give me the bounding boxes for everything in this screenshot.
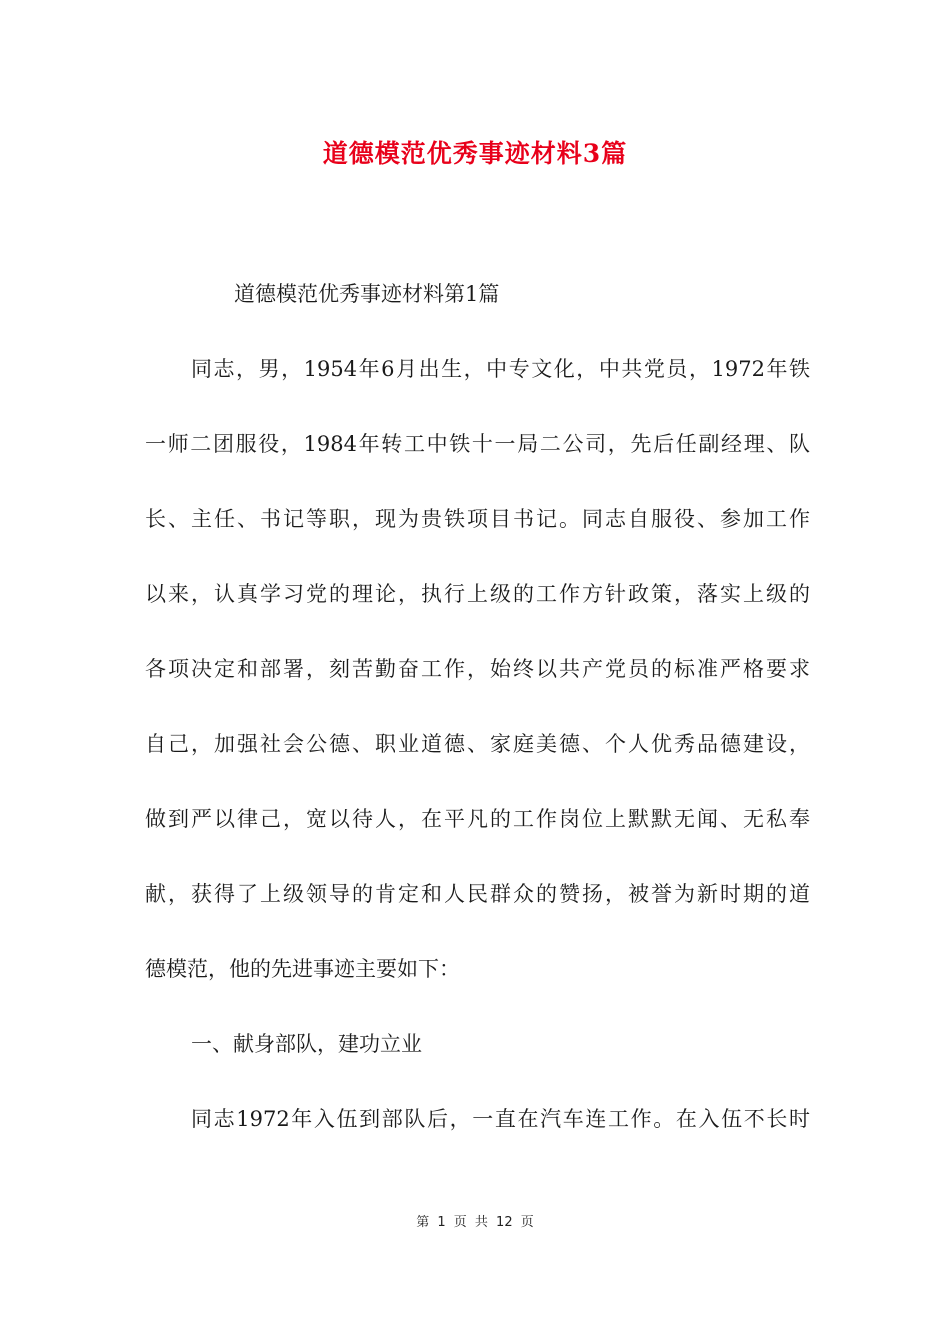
- paragraph-line: 长、主任、书记等职，现为贵铁项目书记。同志自服役、参加工作: [145, 507, 810, 531]
- paragraph-line: 以来，认真学习党的理论，执行上级的工作方针政策，落实上级的: [145, 582, 810, 606]
- paragraph-line: 德模范，他的先进事迹主要如下：: [145, 957, 460, 981]
- paragraph-line: 同志，男，1954年6月出生，中专文化，中共党员，1972年铁: [191, 357, 810, 381]
- page-footer: 第 1 页 共 12 页: [416, 1215, 534, 1230]
- paragraph-line: 一师二团服役，1984年转工中铁十一局二公司，先后任副经理、队: [145, 432, 810, 456]
- paragraph-line: 同志1972年入伍到部队后，一直在汽车连工作。在入伍不长时: [191, 1107, 810, 1131]
- section-heading: 一、献身部队，建功立业: [191, 1032, 422, 1056]
- paragraph-line: 各项决定和部署，刻苦勤奋工作，始终以共产党员的标准严格要求: [145, 657, 810, 681]
- paragraph-line: 自己，加强社会公德、职业道德、家庭美德、个人优秀品德建设，: [145, 732, 810, 756]
- document-title: 道德模范优秀事迹材料3篇: [322, 139, 628, 168]
- section-subtitle: 道德模范优秀事迹材料第1篇: [234, 282, 500, 306]
- paragraph-line: 献，获得了上级领导的肯定和人民群众的赞扬，被誉为新时期的道: [145, 882, 810, 906]
- paragraph-line: 做到严以律己，宽以待人，在平凡的工作岗位上默默无闻、无私奉: [145, 807, 810, 831]
